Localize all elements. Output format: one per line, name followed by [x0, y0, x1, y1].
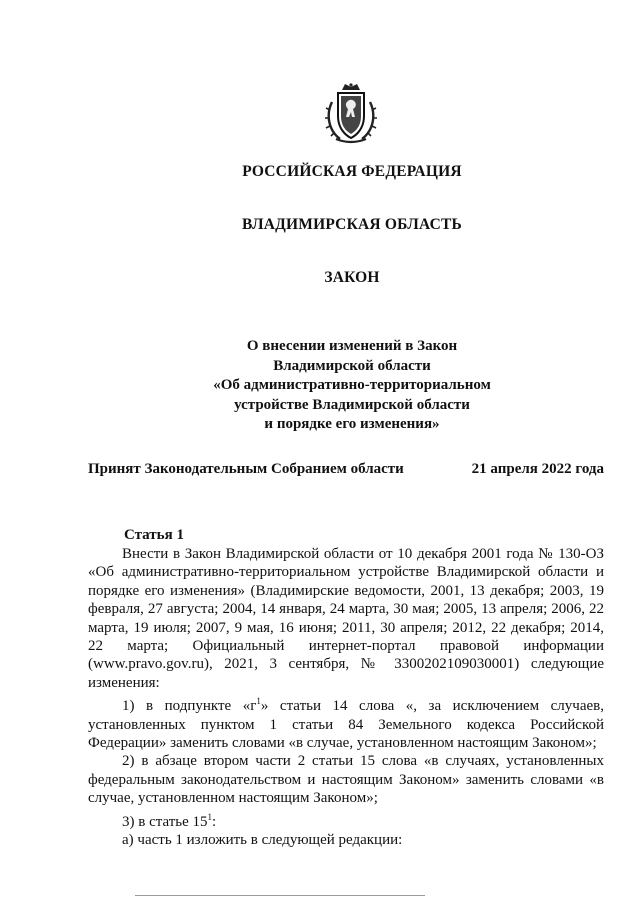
- country-heading: РОССИЙСКАЯ ФЕДЕРАЦИЯ: [242, 163, 462, 180]
- coat-of-arms-icon: [322, 82, 380, 144]
- law-title: [0, 337, 640, 435]
- amendment-item-1: [88, 692, 604, 752]
- law-title-line: устройстве Владимирской области: [234, 396, 470, 413]
- region-heading: ВЛАДИМИРСКАЯ ОБЛАСТЬ: [242, 216, 462, 233]
- document-type-heading: ЗАКОН: [324, 269, 380, 286]
- law-title-line: О внесении изменений в Закон: [246, 338, 458, 354]
- item-text: :: [212, 813, 217, 830]
- adopted-by: Принят Законодательным Собранием области: [88, 461, 404, 477]
- article-body: [88, 545, 604, 850]
- amendment-item-3: [88, 808, 604, 831]
- superscript: 1: [207, 811, 213, 822]
- adoption-date: 21 апреля 2022 года: [471, 461, 604, 477]
- law-title-line: и порядке его изменения»: [264, 416, 440, 432]
- superscript: 1: [256, 696, 261, 707]
- amendment-item-3a: а) часть 1 изложить в следующей редакции:: [122, 832, 403, 849]
- item-text: 1) в подпункте «г: [122, 698, 257, 715]
- page-divider: [135, 895, 425, 896]
- item-text: 3) в статье 15: [122, 813, 208, 830]
- law-title-line: «Об административно-территориальном: [213, 377, 491, 393]
- law-title-line: Владимирской области: [273, 357, 431, 374]
- amendment-item-2: 2) в абзаце втором части 2 статьи 15 слова «в случаях, установленных федеральным законодательством и настоящим Законом» заменить словами «в случае, установленном настоящим Законом»;: [88, 753, 604, 807]
- item-text: » статьи 14 слова «, за исключением случаев, установленных пунктом 1 статьи 84 Земельного кодекса Российской Федерации» заменить словами «в случае, установленном настоящим Законом»;: [88, 698, 604, 752]
- article-heading: Статья 1: [124, 527, 184, 543]
- article-intro-paragraph: Внести в Закон Владимирской области от 10 декабря 2001 года № 130-ОЗ «Об административно-территориальном устройстве Владимирской области и порядке его изменения» (Владимирские ведомости, 2001, 13 декабря; 2003, 19 февраля, 27 августа; 2004, 14 января, 24 марта, 30 мая; 2005, 13 апреля; 2006, 22 марта, 19 июля; 2007, 9 мая, 16 июня; 2011, 30 апреля; 2012, 22 декабря; 2014, 22 марта; Официальный интернет-портал правовой информации (www.pravo.gov.ru), 2021, 3 сентября, № 3300202109030001) следующие изменения:: [88, 546, 604, 691]
